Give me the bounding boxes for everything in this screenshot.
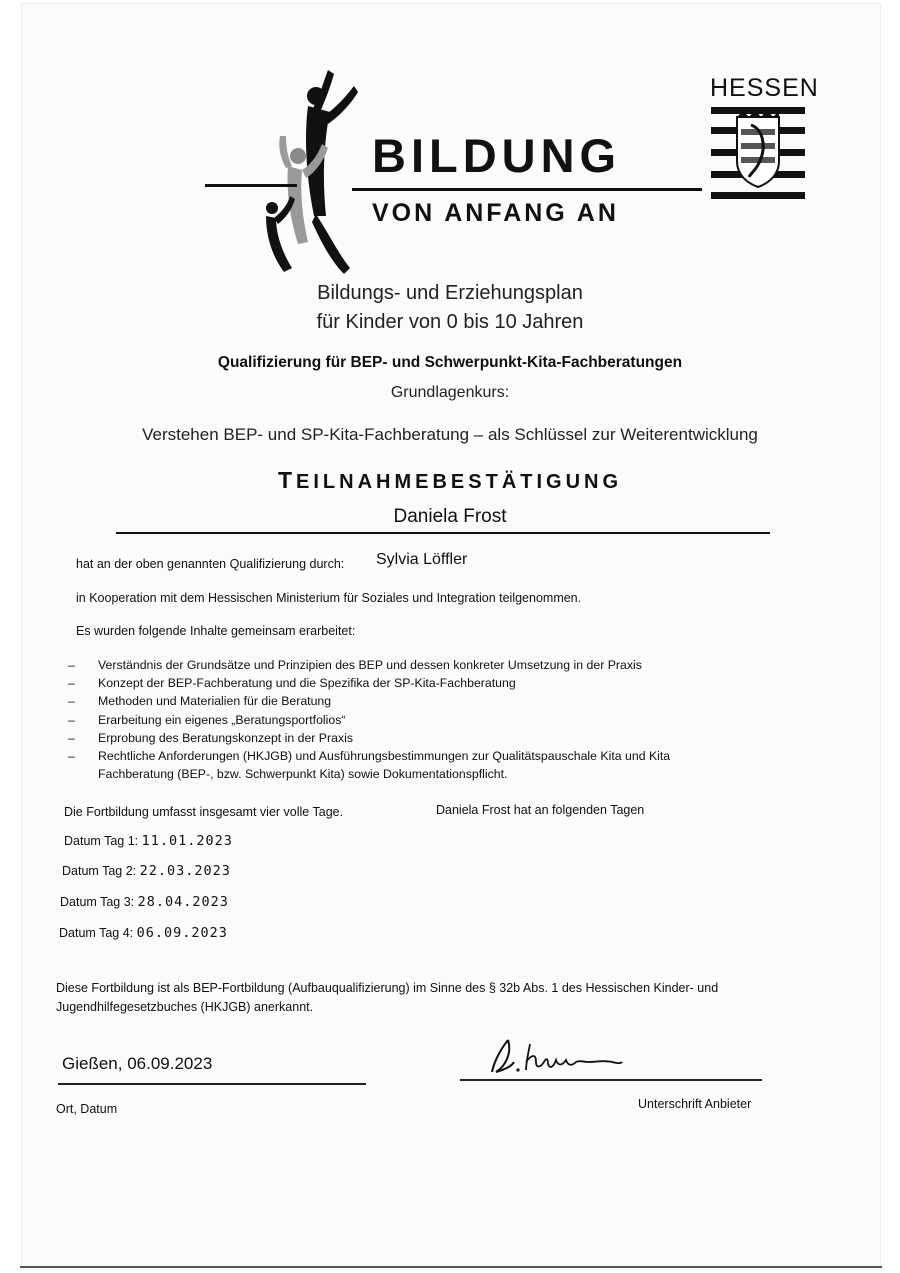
duration-text: Die Fortbildung umfasst insgesamt vier volle Tage. (64, 805, 344, 819)
day-date: 06.09.2023 (136, 925, 228, 941)
place-date-label: Ort, Datum (56, 1102, 118, 1116)
signature-rule (460, 1079, 762, 1081)
day-row-2 (62, 863, 231, 879)
list-item: – Konzept der BEP-Fachberatung und die Spezifika der SP-Kita-Fachberatung (68, 674, 788, 692)
jumping-figures-icon (258, 66, 360, 276)
logo-subtitle: VON ANFANG AN (372, 199, 619, 227)
day-date: 28.04.2023 (137, 894, 229, 910)
place-date: Gießen, 06.09.2023 (62, 1054, 213, 1073)
logo-title: BILDUNG (372, 129, 622, 182)
day-label: Datum Tag 1: (64, 834, 139, 848)
contents-list (68, 656, 788, 783)
cooperation-text: in Kooperation mit dem Hessischen Ministerium für Soziales und Integration teilgenommen. (76, 591, 582, 605)
day-date: 11.01.2023 (141, 833, 233, 849)
plan-title-line2: für Kinder von 0 bis 10 Jahren (316, 311, 584, 333)
certificate-title (0, 467, 900, 494)
course-type: Grundlagenkurs: (390, 384, 510, 401)
place-date-rule (58, 1083, 366, 1085)
certificate-title-rest: EILNAHMEBESTÄTIGUNG (296, 471, 623, 493)
recognition-line1: Diese Fortbildung ist als BEP-Fortbildung (Aufbauqualifizierung) im Sinne des § 32b Abs. 1 des Hessischen Kinder- und (56, 981, 719, 995)
hessen-label: HESSEN (710, 74, 819, 102)
list-item: – Rechtliche Anforderungen (HKJGB) und Ausführungsbestimmungen zur Qualitätspauschale Kita und Kita Fachberatung (BEP-, bzw. Schwerpunkt Kita) sowie Dokumentationspflicht. (68, 747, 788, 783)
certificate-title-initial: T (277, 467, 297, 493)
hessen-coat-of-arms-icon (711, 107, 805, 199)
participant-rule (116, 532, 770, 534)
contents-intro: Es wurden folgende Inhalte gemeinsam erarbeitet: (76, 624, 356, 638)
handwritten-signature-icon (486, 1032, 626, 1078)
attendance-text: Daniela Frost hat an folgenden Tagen (436, 803, 645, 817)
list-item: – Verständnis der Grundsätze und Prinzipien des BEP und dessen konkreter Umsetzung in der Praxis (68, 656, 788, 674)
list-item: – Methoden und Materialien für die Beratung (68, 692, 788, 710)
day-row-4 (59, 925, 228, 941)
plan-title-line1: Bildungs- und Erziehungsplan (317, 282, 583, 304)
page-edge-rule (20, 1266, 882, 1268)
day-label: Datum Tag 3: (60, 895, 135, 909)
day-row-3 (60, 894, 229, 910)
logo-rule-left (205, 184, 297, 187)
recognition-line2: Jugendhilfegesetzbuches (HKJGB) anerkannt. (56, 1000, 314, 1014)
provider-name: Sylvia Löffler (376, 551, 468, 568)
logo-rule-right (352, 188, 702, 191)
signature-label: Unterschrift Anbieter (638, 1097, 752, 1111)
course-title: Verstehen BEP- und SP-Kita-Fachberatung – als Schlüssel zur Weiterentwicklung (142, 425, 758, 444)
list-item: – Erprobung des Beratungskonzept in der Praxis (68, 729, 788, 747)
provider-prefix: hat an der oben genannten Qualifizierung durch: (76, 557, 345, 571)
day-label: Datum Tag 4: (59, 926, 134, 940)
day-date: 22.03.2023 (139, 863, 231, 879)
day-row-1 (64, 833, 233, 849)
participant-name: Daniela Frost (393, 506, 507, 527)
qualification-title: Qualifizierung für BEP- und Schwerpunkt-Kita-Fachberatungen (217, 354, 683, 371)
list-item: – Erarbeitung ein eigenes „Beratungsportfolios“ (68, 711, 788, 729)
day-label: Datum Tag 2: (62, 864, 137, 878)
